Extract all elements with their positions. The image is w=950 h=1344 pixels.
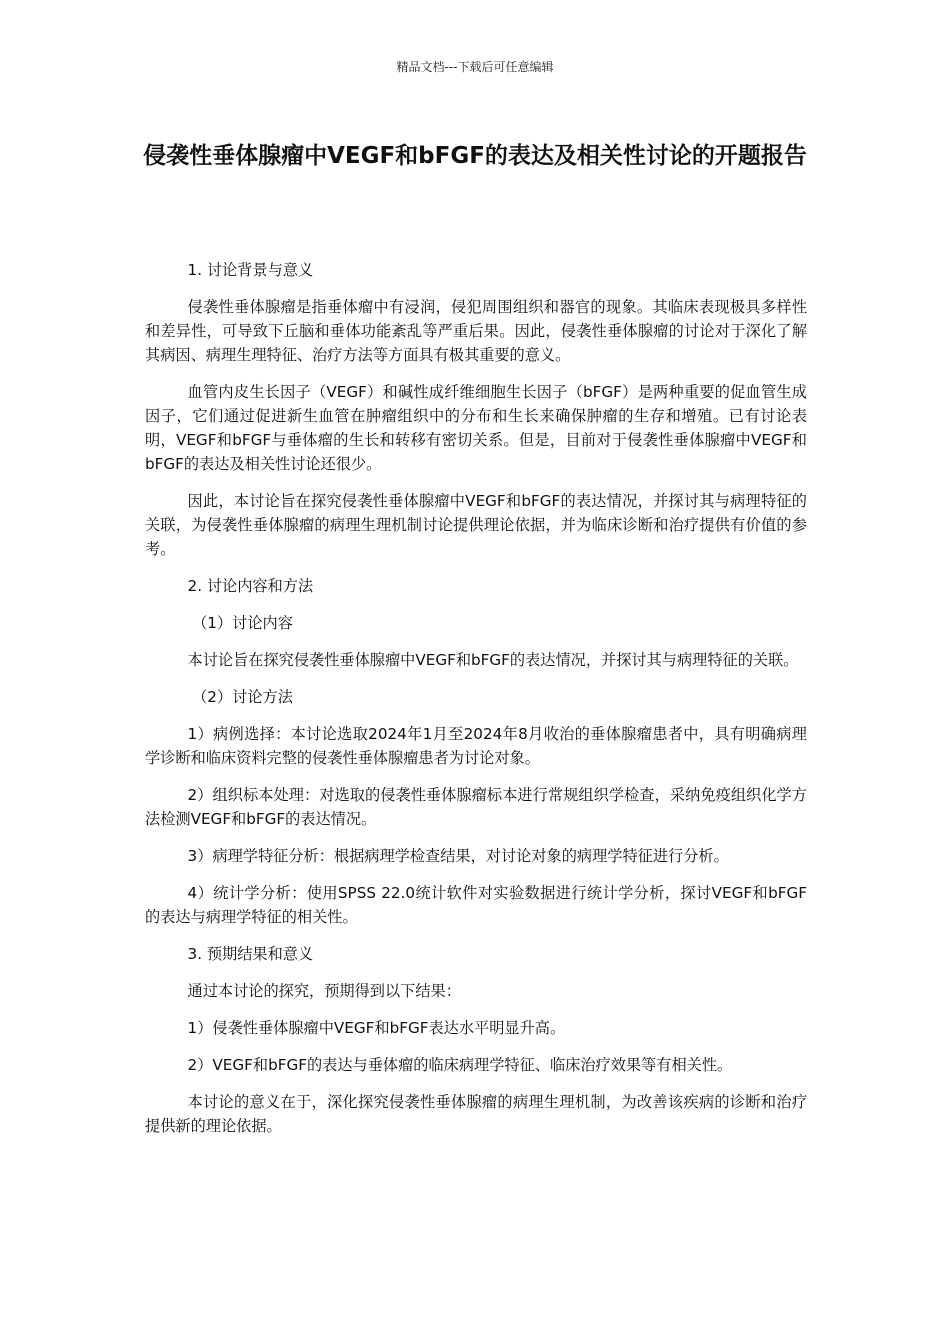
page-title: 侵袭性垂体腺瘤中VEGF和bFGF的表达及相关性讨论的开题报告	[143, 143, 807, 169]
section-2-content-paragraph: 本讨论旨在探究侵袭性垂体腺瘤中VEGF和bFGF的表达情况，并探讨其与病理特征的关联。	[187, 651, 799, 669]
section-3-significance: 本讨论的意义在于，深化探究侵袭性垂体腺瘤的病理生理机制，为改善该疾病的诊断和治疗提供新的理论依据。	[145, 1093, 807, 1135]
section-3-intro: 通过本讨论的探究，预期得到以下结果：	[187, 982, 461, 1000]
section-3-heading: 3. 预期结果和意义	[187, 945, 314, 963]
header-note: 精品文档---下载后可任意编辑	[396, 60, 554, 74]
method-item-4: 4）统计学分析：使用SPSS 22.0统计软件对实验数据进行统计学分析，探讨VEGF和bFGF的表达与病理学特征的相关性。	[145, 884, 807, 926]
result-item-2: 2）VEGF和bFGF的表达与垂体瘤的临床病理学特征、临床治疗效果等有相关性。	[187, 1056, 733, 1074]
section-1-paragraph-3: 因此，本讨论旨在探究侵袭性垂体腺瘤中VEGF和bFGF的表达情况，并探讨其与病理特征的关联，为侵袭性垂体腺瘤的病理生理机制讨论提供理论依据，并为临床诊断和治疗提供有价值的参考。	[145, 492, 807, 558]
section-1-paragraph-2: 血管内皮生长因子（VEGF）和碱性成纤维细胞生长因子（bFGF）是两种重要的促血管生成因子，它们通过促进新生血管在肿瘤组织中的分布和生长来确保肿瘤的生存和增殖。已有讨论表明，VEGF和bFGF与垂体瘤的生长和转移有密切关系。但是，目前对于侵袭性垂体腺瘤中VEGF和bFGF的表达及相关性讨论还很少。	[145, 383, 807, 473]
section-2-subheading-methods: （2）讨论方法	[192, 688, 293, 706]
section-2-heading: 2. 讨论内容和方法	[187, 577, 314, 595]
method-item-3: 3）病理学特征分析：根据病理学检查结果，对讨论对象的病理学特征进行分析。	[187, 847, 729, 865]
section-1-paragraph-1: 侵袭性垂体腺瘤是指垂体瘤中有浸润，侵犯周围组织和器官的现象。其临床表现极具多样性和差异性，可导致下丘脑和垂体功能紊乱等严重后果。因此，侵袭性垂体腺瘤的讨论对于深化了解其病因、病理生理特征、治疗方法等方面具有极其重要的意义。	[145, 298, 807, 364]
section-2-subheading-content: （1）讨论内容	[192, 614, 293, 632]
section-1-heading: 1. 讨论背景与意义	[187, 261, 314, 279]
result-item-1: 1）侵袭性垂体腺瘤中VEGF和bFGF表达水平明显升高。	[187, 1019, 566, 1037]
document-body	[145, 258, 807, 1151]
method-item-2: 2）组织标本处理：对选取的侵袭性垂体腺瘤标本进行常规组织学检查，采纳免疫组织化学方法检测VEGF和bFGF的表达情况。	[145, 786, 807, 828]
method-item-1: 1）病例选择：本讨论选取2024年1月至2024年8月收治的垂体腺瘤患者中，具有明确病理学诊断和临床资料完整的侵袭性垂体腺瘤患者为讨论对象。	[145, 725, 807, 767]
